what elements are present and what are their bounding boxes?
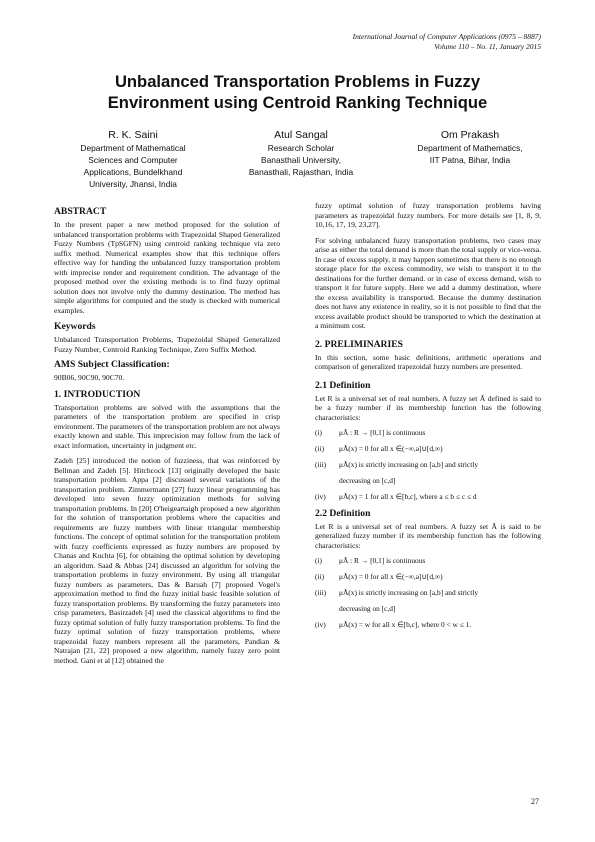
paper-title <box>40 71 555 113</box>
condition-text: μÃ(x) is strictly increasing on [a,b] and strictly <box>339 460 479 469</box>
author-affiliation-line: IIT Patna, Bihar, India <box>429 155 511 165</box>
condition-item <box>315 620 541 630</box>
author-affiliation-line: Applications, Bundelkhand <box>83 167 183 177</box>
author-affiliation-line: Department of Mathematical <box>80 143 186 153</box>
author-name: Om Prakash <box>440 129 500 141</box>
author-affiliation-line: Sciences and Computer <box>88 155 178 165</box>
condition-number: (iii) <box>315 460 327 469</box>
condition-number: (iii) <box>315 588 327 597</box>
condition-item <box>315 460 541 485</box>
condition-number: (iv) <box>315 619 326 629</box>
condition-text-continued: decreasing on [c,d] <box>339 475 396 485</box>
title-line-2: Environment using Centroid Ranking Technique <box>107 93 488 112</box>
unbalanced-problem-paragraph: For solving unbalanced fuzzy transportation problems, two cases may arise as either the total demand is more than the total supply or vice-versa. In case of excess supply, it may happen sometimes that there is no enough storage place for the excess commodity, we wish to transport it to the destinations for the further demand. or in case of excess demand, wish to transport it for future supply. Here we add a dummy destination, where the excess availability is transported. Because the dummy destination does not have any existence in reality, so it is not possible to find that the excess available product should be transported to which the destination at a minimum cost. <box>315 235 541 330</box>
author-affiliation-line: Banasthali, Rajasthan, India <box>248 167 354 177</box>
abstract-body: In the present paper a new method proposed for the solution of unbalanced transportation problems with Trapezoidal Shaped Generalized Fuzzy Numbers (TpSGFN) using centroid ranking technique via zero suffix method. Numerical examples show that this technique offers effective way for handing the unbalanced fuzzy transportation problem with imprecise render and requirement condition. The advantage of the proposed method over the existing methods is to find fuzzy optimal solution does not involve only the dummy destination. The method has simple algorithms for computed and the study is checked with numerical examples. <box>54 220 280 315</box>
definition-2-heading: 2.2 Definition <box>315 507 371 519</box>
condition-item <box>315 588 541 613</box>
condition-number: (i) <box>315 428 322 437</box>
condition-number: (ii) <box>315 572 325 581</box>
keywords-body: Unbalanced Transportation Problems, Trapezoidal Shaped Generalized Fuzzy Number, Centroid Ranking Technique, Zero Suffix Method. <box>54 335 280 354</box>
author-name: Atul Sangal <box>274 129 328 141</box>
definition-1-heading: 2.1 Definition <box>315 379 371 391</box>
introduction-paragraph-1: Transportation problems are solved with the assumptions that the parameters of the transportation problem are specified in crisp environment. The parameters of the transportation problem are not always exactly known and stable. This imprecision may follow from the lack of exact information, uncertainty in judgment etc. <box>54 402 280 450</box>
intro-continued-paragraph: fuzzy optimal solution of fuzzy transportation problems having parameters as trapezoidal fuzzy numbers. For more details see [1, 8, 9, 10,16, 17, 19, 23,27]. <box>315 201 541 229</box>
journal-volume: Volume 110 – No. 11, January 2015 <box>434 41 541 51</box>
author-3 <box>390 128 550 166</box>
condition-item <box>315 428 541 438</box>
title-line-1: Unbalanced Transportation Problems in Fuzzy <box>114 72 481 91</box>
author-affiliation-line: Banasthali University, <box>261 155 341 165</box>
author-affiliation-line: Department of Mathematics, <box>417 143 523 153</box>
condition-text: μÃ(x) = 0 for all x ∈(−∞,a]∪[d,∞) <box>339 444 443 453</box>
right-column <box>315 201 541 636</box>
condition-text: μÃ(x) is strictly increasing on [a,b] and strictly <box>339 588 479 597</box>
author-block <box>40 128 555 192</box>
condition-number: (iv) <box>315 491 326 501</box>
condition-number: (i) <box>315 556 322 565</box>
author-2 <box>221 128 381 178</box>
abstract-heading: ABSTRACT <box>54 206 107 217</box>
definition-1-body: Let R is a universal set of real numbers. A fuzzy set Ã defined is said to be a fuzzy number if its membership function has the following characteristics: <box>315 393 541 422</box>
condition-number: (ii) <box>315 444 325 453</box>
page-number: 27 <box>531 797 539 806</box>
left-column <box>54 203 280 671</box>
definition-2-body: Let R is a universal set of real numbers. A fuzzy set Ã is said to be generalized fuzzy number if its membership function has the following characteristics: <box>315 521 541 550</box>
keywords-heading: Keywords <box>54 321 96 332</box>
definition-1-conditions <box>315 428 541 501</box>
introduction-paragraph-2: Zadeh [25] introduced the notion of fuzziness, that was reinforced by Bellman and Zadeh [5]. Hitchcock [13] originally developed the basic transportation problem. Appa [2] discussed several variations of the transportation problem. Zimmermann [27] fuzzy linear programming has developed into seven fuzzy optimization methods for solving transportation problems. In [20] O'heigeartaigh proposed a new algorithm for the solution of transportation problems where the capacities and requirements are fuzzy numbers with linear triangular membership functions. The concept of optimal solution for the transportation problem with fuzzy coefficients expressed as fuzzy numbers are proposed by Chanas and Kuchta [6], for obtaining the optimal solution by developing an algorithm. Saad & Abbas [24] discussed an algorithm for solving the transportation problems in fuzzy environment. By using all triangular fuzzy numbers as parameters, Das & Baruah [7] proposed Vogel's approximation method to find the fuzzy initial basic feasible solution of fuzzy transportation problems. By transforming the fuzzy parameters into crisp parameters, Basirzadeh [4] used the classical algorithms to find the fuzzy optimal solution of fully fuzzy transportation problems. To find the fuzzy optimal solution of fuzzy transportation problems, where trapezoidal fuzzy numbers represent all the parameters, Pandian & Natrajan [21, 22] proposed a new algorithm, namely fuzzy zero point method. Gani et al [12] obtained the <box>54 456 280 665</box>
journal-header <box>241 32 541 51</box>
author-affiliation-line: Research Scholar <box>267 143 335 153</box>
author-affiliation-line: University, Jhansi, India <box>89 179 177 189</box>
condition-text: μÃ : R → [0,1] is continuous <box>339 556 426 565</box>
condition-item <box>315 572 541 582</box>
condition-text-block <box>339 588 541 613</box>
condition-text-block <box>339 460 541 485</box>
ams-body: 90B06, 90C90, 90C70. <box>54 373 125 382</box>
condition-item <box>315 444 541 454</box>
introduction-heading: 1. INTRODUCTION <box>54 388 141 400</box>
condition-item <box>315 556 541 566</box>
journal-name: International Journal of Computer Applications (0975 – 8887) <box>352 32 541 41</box>
condition-item <box>315 492 541 502</box>
preliminaries-body: In this section, some basic definitions, arithmetic operations and comparison of generalized trapezoidal fuzzy numbers are presented. <box>315 352 541 371</box>
condition-text: μÃ(x) = w for all x ∈[b,c], where 0 < w ≤ 1. <box>339 619 472 629</box>
author-1 <box>58 128 208 190</box>
ams-heading: AMS Subject Classification: <box>54 359 170 370</box>
condition-text: μÃ : R → [0,1] is continuous <box>339 428 426 437</box>
condition-text: μÃ(x) = 0 for all x ∈(−∞,a]∪[d,∞) <box>339 572 443 581</box>
condition-text-continued: decreasing on [c,d] <box>339 603 396 613</box>
definition-2-conditions <box>315 556 541 629</box>
condition-text: μÃ(x) = 1 for all x ∈[b,c], where a ≤ b ≤ c ≤ d <box>339 491 477 501</box>
preliminaries-heading: 2. PRELIMINARIES <box>315 338 403 350</box>
author-name: R. K. Saini <box>108 129 158 141</box>
